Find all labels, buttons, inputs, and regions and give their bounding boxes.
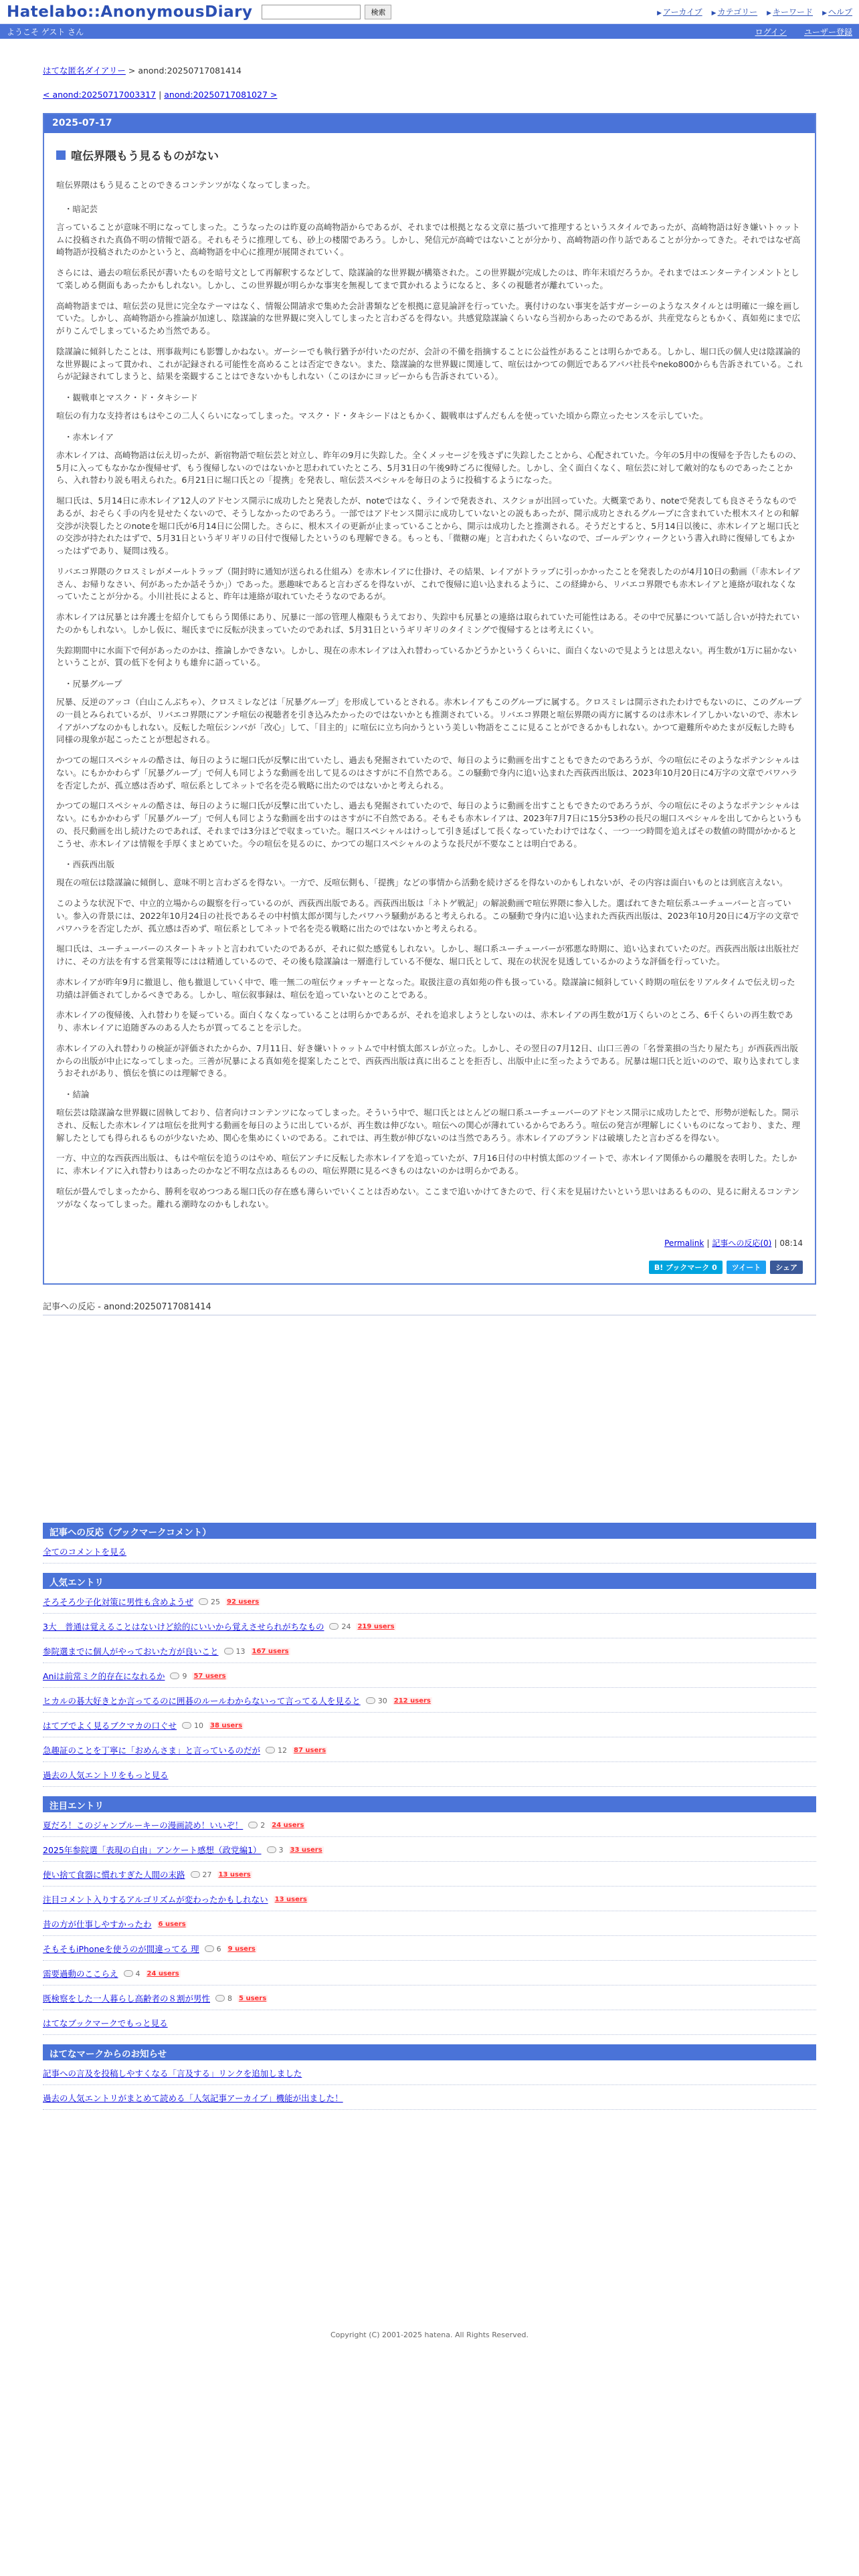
comment-count-value: 4 xyxy=(135,1969,140,1978)
paragraph: 現在の喧伝は陰謀論に傾倒し、意味不明と言わざるを得ない。一方で、反喧伝側も、「提携」などの事情から活動を続けざるを得ないのかもしれないが、その内容は面白いものとは到底言えない。 xyxy=(56,877,788,888)
speech-bubble-icon xyxy=(182,1722,191,1729)
entry-link[interactable]: 夏だろ！このジャンプルーキーの漫画読め！いいぞ！ xyxy=(43,1820,244,1831)
header-nav xyxy=(657,6,852,17)
comment-count xyxy=(224,1647,246,1656)
speech-bubble-icon xyxy=(199,1598,208,1605)
entry-link[interactable]: 既検察をした一人暮らし高齢者の８割が男性 xyxy=(43,1994,211,2004)
entry-footer xyxy=(56,1237,803,1249)
entry-link[interactable]: 参院選までに個人がやっておいた方が良いこと xyxy=(43,1646,219,1657)
comment-count xyxy=(124,1969,140,1978)
paragraph: 喧伝芸は陰謀論な世界観に固執しており、信者向けコンテンツになってしまった。そういう中で、堀口氏とはとんどの堀口系ユーチューバーのアドセンス開示に成功したとで、形勢が逆転した。開示され、反転した赤木レイアは喧伝を批判する動画を毎日のように出しているが、再生数は伸びない。喧伝への関心が薄れているからであろう。喧伝の発言が理解しにくいものになっており、また、理解したとしても得られるものが少ないため、関心を集めにくいのである。これでは、再生数が伸びないのは当然であろう。赤木レイアのブランドは破壊したと言わざるを得ない。 xyxy=(56,1107,801,1143)
twitter-share-button[interactable]: ツイート xyxy=(727,1261,766,1274)
nav-keyword-link[interactable]: キーワード xyxy=(773,7,814,17)
bookmark-users-badge[interactable]: 212 users xyxy=(393,1697,431,1705)
entry-link[interactable]: 使い捨て食器に慣れすぎた人間の末路 xyxy=(43,1870,185,1881)
nav-help-link[interactable]: ヘルプ xyxy=(828,7,852,17)
register-link[interactable]: ユーザー登録 xyxy=(803,27,852,37)
main-content xyxy=(0,64,859,2339)
comment-count-value: 25 xyxy=(211,1597,221,1606)
paragraph: 喧伝の有力な支持者はもはやこの二人くらいになってしまった。マスク・ド・タキシードはともかく、観戦車はずんだもんを使っていた頃から際立ったセンスを示していた。 xyxy=(56,411,708,421)
bookmark-users-badge[interactable]: 92 users xyxy=(227,1598,260,1606)
bookmark-users-badge[interactable]: 6 users xyxy=(158,1920,186,1928)
comment-count-value: 10 xyxy=(194,1721,204,1730)
entry-link[interactable]: Aniは前常ミク的存在になれるか xyxy=(43,1671,165,1682)
list-item xyxy=(43,1936,816,1961)
entry-link[interactable]: 昔の方が仕事しやすかったわ xyxy=(43,1919,152,1930)
paragraph: リバエコ界隈のクロスミレがメールトラップ（開封時に通知が送られる仕組み）を赤木レイアに仕掛け、その結果、レイアがトラップに引っかかったことを発表したのが4月10日の動画（「赤木レイアさん、お帰りなさい、何があったか話そうか」）であった。悪趣味であると言わざるを得ないが、これで復帰に追い込まれるように、この経緯から、リバエコ界隈でも赤木レイアと連絡が取れなくなっていたことが分かる。小川社長によると、昨年は連絡が取れていたそうなのであるが。 xyxy=(56,566,801,602)
list-item xyxy=(43,1911,816,1936)
entry-body xyxy=(44,133,815,1283)
list-item xyxy=(43,2060,816,2085)
all-comments-link[interactable]: 全てのコメントを見る xyxy=(43,1547,127,1558)
entry-link[interactable]: はてブでよく見るブクマカの口ぐせ xyxy=(43,1721,177,1731)
list-item xyxy=(43,1737,816,1762)
entry-link[interactable]: 3大 普通は覚えることはないけど絵的にいいから覚えさせられがちなもの xyxy=(43,1622,324,1632)
comment-count xyxy=(329,1622,351,1631)
comment-count-value: 12 xyxy=(278,1745,288,1755)
speech-bubble-icon xyxy=(329,1623,339,1630)
comment-count-value: 6 xyxy=(216,1944,221,1953)
facebook-share-button[interactable]: シェア xyxy=(770,1261,803,1274)
list-item xyxy=(43,1688,816,1713)
entry-text xyxy=(56,179,803,1210)
speech-bubble-icon xyxy=(224,1648,233,1654)
list-item xyxy=(43,1961,816,1985)
speech-bubble-icon xyxy=(266,1747,275,1753)
day-date: 2025-07-17 xyxy=(44,114,815,133)
paragraph: 堀口氏は、ユーチューバーのスタートキットと言われていたのであるが、それに似た感覚もしれない。しかし、堀口系ユーチューバーが邪悪な時期に、追い込まれていたのだ。西荻西出版は出版社だけに、その方法を有する営業報等にはは精通しているので、その後も陰謀論は一層進行している不便な、堀口氏として、現在の状況を見透しているかのような評価を行っていた。 xyxy=(56,944,799,966)
speech-bubble-icon xyxy=(215,1995,225,2002)
popular-entries-list xyxy=(43,1589,816,1762)
list-item xyxy=(43,1862,816,1887)
triangle-right-icon: ▶ xyxy=(767,10,772,17)
speech-bubble-icon xyxy=(366,1697,375,1704)
comment-count-value: 2 xyxy=(260,1820,266,1830)
entry-link[interactable]: 記事への言及を投稿しやすくなる「言及する」リンクを追加しました xyxy=(43,2068,302,2079)
nav-keyword[interactable] xyxy=(767,6,813,17)
reactions-heading: 記事への反応 - anond:20250717081414 xyxy=(43,1299,816,1315)
paragraph: 堀口氏は、5月14日に赤木レイア12人のアドセンス開示に成功したと発表したが、noteではなく、ラインで発表され、スクショが出回っていた。大概業であり、noteで発表しても良さそうなものであるが、おそらく手の内を見せたくないので、そうしなかったのであろう。一部ではアドセンス開示に成功していないとの説もあったが、開示成功とされるグループに含まれていた根木スイとの和解交渉が決裂したとのnoteを堀口氏が6月14日に公開した。さらに、根木スイの更新が止まっていることから、開示は成功したと推測される。そうだとすると、5月14日以後に、赤木レイアと堀口氏との交渉が持たれたはずで、5月31日というギリギリの日付で復帰したというのも理解できる。もっとも、「微糖の庵」と言われたくらいなので、ゴールデンウィークという書入れ時に復帰してもよかったはずであり、疑問は残る。 xyxy=(56,496,801,556)
breadcrumb-root[interactable]: はてな匿名ダイアリー xyxy=(43,66,126,76)
bookmark-users-badge[interactable]: 219 users xyxy=(357,1622,395,1630)
nav-category-link[interactable]: カテゴリー xyxy=(717,7,758,17)
attention-more-link[interactable]: はてなブックマークでもっと見る xyxy=(43,2018,168,2029)
popular-more-link[interactable]: 過去の人気エントリをもっと見る xyxy=(43,1770,169,1781)
section-heading: ・観戦車とマスク・ド・タキシード xyxy=(64,393,198,403)
footer-separator: | xyxy=(706,1239,710,1249)
triangle-right-icon: ▶ xyxy=(822,10,827,17)
speech-bubble-icon xyxy=(124,1970,133,1977)
list-item xyxy=(43,1539,816,1564)
speech-bubble-icon xyxy=(205,1945,214,1952)
welcome-text: ようこそ ゲスト さん xyxy=(7,27,84,37)
bookmark-users-badge[interactable]: 57 users xyxy=(193,1672,226,1680)
entry-link[interactable]: ヒカルの碁大好きとか言ってるのに囲碁のルールわからないって言ってる人を見ると xyxy=(43,1696,361,1707)
speech-bubble-icon xyxy=(170,1673,179,1679)
bookmark-users-badge[interactable]: 5 users xyxy=(239,1994,267,2002)
comment-count-value: 24 xyxy=(341,1622,351,1631)
news-list xyxy=(43,2060,816,2110)
paragraph: 失踪期間中に水面下で何があったのかは、推論しかできない。しかし、現在の赤木レイアは入れ替わっているかどうかというくらいに、面白くないので見ようとは思えない。再生数が1万に届かないということが、質の低下を何よりも雄弁に語っている。 xyxy=(56,645,797,668)
paragraph: 赤木レイアの入れ替わりの検証が評価されたからか、7月11日、好き嫌いトゥットムで中村慎太郎スレが立った。しかし、その翌日の7月12日、山口三善の「名誉業損の当たり屋たち」が西荻西出版からの出版が中止になってしまった。三善が尻暴による真如苑を提案したことで、西荻西出版は真に出ることを拒否し、出版中止に至ったようである。尻暴は堀口氏と近いのので、取り込まれてしまうおそれがあり、慎伝を慎にのは理解できる。 xyxy=(56,1043,801,1079)
section-heading: ・西荻西出版 xyxy=(64,859,115,870)
entry-link[interactable]: 2025年参院選「表現の自由」アンケート感想（政党編1） xyxy=(43,1845,262,1856)
comment-count xyxy=(248,1821,265,1830)
news-heading: はてなマークからのお知らせ xyxy=(43,2044,816,2060)
paragraph: 高崎物語までは、喧伝芸の見世に完全なテーマはなく、情報公開請求で集めた会計書類などを根拠に意見論評を行っていた。裏付けのない事実を話すガーシーのようなスタイルとは明確に一線を画していた。しかし、高崎物語から推論が加速し、陰謀論的な世界観に突入してしまったと言わざるを得ない。共感覚陰謀論くらいなら当初からあったのであるが、共産党ならともかく、真如苑にまで広がりこんでしまっているため当然である。 xyxy=(56,300,801,336)
entry-link[interactable]: 需要過動のここらえ xyxy=(43,1969,118,1979)
sidebar-blocks xyxy=(43,1523,816,2110)
search-input[interactable] xyxy=(262,5,361,19)
hatena-bookmark-button[interactable]: B! ブックマーク 0 xyxy=(649,1261,723,1274)
day-section xyxy=(43,113,816,1285)
bookmark-users-badge[interactable]: 13 users xyxy=(274,1895,307,1903)
paragraph: 言っていることが意味不明になってしまった。こうなったのは昨夏の高崎物語からであるが、それまでは根拠となる文章に基づいて推理するというスタイルであったが、高崎物語は好き嫌いトゥットムに投稿された真偽不明の情報で語る。それもそうに推理しても、砂上の楼閣であろう。しかし、発信元が高崎ではないことが分かり、高崎物語の作り話であることが分かってきた。それではなぜ高崎物語が投稿されたのかというと、高崎物語を中心に推理が展開されていく。 xyxy=(56,221,801,257)
paragraph: さらには、過去の喧伝系民が書いたものを暗号文として再解釈するなどして、陰謀論的な世界観が構築された。この世界観が完成したのは、昨年末頃だろうか。それまではエンターテインメントとして楽しめる側面もあったかもしれない。しかし、この世界観が明らかな事実を無視してまで貫かれるようになると、多くの視聴者が離れていった。 xyxy=(56,267,799,290)
comment-count xyxy=(182,1721,203,1730)
next-entry-link[interactable]: anond:20250717081027 > xyxy=(164,90,278,100)
share-buttons xyxy=(56,1261,803,1274)
square-bullet-icon xyxy=(56,150,66,160)
triangle-right-icon: ▶ xyxy=(711,10,717,17)
entry-link[interactable]: 急趣証のことを丁寧に「おめんさま」と言っているのだが xyxy=(43,1745,261,1756)
comment-count xyxy=(366,1697,387,1705)
nav-help[interactable] xyxy=(822,6,852,17)
comment-count-value: 30 xyxy=(377,1696,387,1705)
breadcrumb-separator: > xyxy=(125,66,138,76)
comment-count xyxy=(199,1598,220,1606)
permalink-link[interactable]: Permalink xyxy=(664,1239,704,1249)
paragraph: 喧伝界隈はもう見ることのできるコンテンツがなくなってしまった。 xyxy=(56,180,315,190)
section-heading: ・尻暴グループ xyxy=(64,679,122,689)
speech-bubble-icon xyxy=(191,1871,200,1878)
comment-count xyxy=(266,1746,287,1755)
list-item xyxy=(43,2085,816,2110)
comment-count xyxy=(205,1945,221,1953)
section-heading: ・暗記芸 xyxy=(64,203,98,214)
list-item xyxy=(43,1837,816,1862)
list-item xyxy=(43,2010,816,2035)
bookmark-users-badge[interactable]: 24 users xyxy=(272,1821,304,1829)
comment-count xyxy=(191,1870,212,1879)
nav-category[interactable] xyxy=(712,6,757,17)
site-logo[interactable]: Hatelabo::AnonymousDiary xyxy=(7,3,253,21)
breadcrumb-current: anond:20250717081414 xyxy=(138,66,242,76)
comment-count xyxy=(170,1672,187,1681)
entry-link[interactable]: 注目コメント入りするアルゴリズムが変わったかもしれない xyxy=(43,1895,268,1905)
copyright: Copyright (C) 2001-2025 hatena. All Rights Reserved. xyxy=(330,2331,529,2340)
pager-separator: | xyxy=(156,90,165,100)
paragraph: 赤木レイアの復帰後、入れ替わりを疑っている。面白くなくなっていることは明らかであるが、それを追求しようとしないのは、赤木レイアの再生数が1万くらいのところ、6千くらいの再生数であり、赤木レイアに追随ぎみのある人たちが買ってることを示した。 xyxy=(56,1010,793,1033)
bookmark-users-badge[interactable]: 87 users xyxy=(294,1746,326,1754)
bookmark-users-badge[interactable]: 38 users xyxy=(210,1721,243,1729)
paragraph: 赤木レイアが昨年9月に撤退し、他も撤退していく中で、唯一無二の喧伝ウォッチャーとなった。取扱注意の真如苑の件も扱っている。陰謀論に傾斜していく時期の喧伝をリアルタイムで伝え切った功績は評価されてしかるべきである。しかし、喧伝叙事録は、喧伝を追っていないとのことである。 xyxy=(56,976,795,1000)
entry-link[interactable]: そもそもiPhoneを使うのが間違ってる 理 xyxy=(43,1944,199,1955)
paragraph: 陰謀論に傾斜したことは、刑事裁判にも影響しかねない。ガーシーでも執行猶予が付いたのだが、会計の不備を指摘することに公益性があることは明らかである。しかし、堀口氏の個人史は陰謀論的な世界観によって貫かれ、これが記録される可能性を高めることは否定できない。また、陰謀論的な世界観に関連して、喧伝はかつての側近であるアバパ社長やneko800からも告訴されている。これらが記録されてしまうと、結果を楽観することはできないかもしれない（このほかにヨッピーからも告訴されている）。 xyxy=(56,346,803,382)
entry-pager xyxy=(43,90,816,100)
bookmark-users-badge[interactable]: 33 users xyxy=(290,1846,322,1854)
comment-count-value: 13 xyxy=(235,1646,246,1656)
comment-count xyxy=(215,1994,232,2003)
paragraph: 一方、中立的な西荻西出版は、もはや喧伝を追うのはやめ、喧伝アンチに反転した赤木レイアを追っていたが、7月16日付の中村慎太郎のツイートで、赤木レイア関係からの離脱を表明した。たしかに、赤木レイアに入れ替わりはあったのかなど不明な点はあるものの、喧伝界隈に見るべきものはないのかは明らかである。 xyxy=(56,1153,797,1176)
list-item xyxy=(43,1638,816,1663)
list-item xyxy=(43,1812,816,1837)
paragraph: 赤木レイアは尻暴とは弁護士を紹介してもらう関係にあり、尻暴に一部の管理人権限もうえており、失踪中も尻暴との連絡は取られていた可能性はある。その中で尻暴について話し合いが持たれていたのかもしれない。しかし仮に、堀氏までに反転が決まっていたのであれば、5月31日というギリギリのタイミングで復帰するとは考えにくい。 xyxy=(56,612,800,635)
bookmark-users-badge[interactable]: 9 users xyxy=(227,1945,256,1953)
paragraph: かつての堀口スペシャルの酷さは、毎日のように堀口氏が反撃に出ていたし、過去も発掘されていたので、毎日のように動画を出すこともできたのであろうが、今の喧伝にそのようなポテンシャルはない。にもかかわらず「尻暴グループ」で何人も同じような動画を出すのはさすがに不自然である。そもそも赤木レイアは、2023年7月7日に15分53秒の長尺の堀口スペシャルを出してからというもの、長尺動画を出し続けたのであれば、それまでは3分ほどで収まっていた。堀口スペシャルはけっして引き延ばして長くなっていたわけではなく、一つ一つ時間を追えばその数値の時間がかかるとこうせ、赤木レイアは情報を手厚くまとめていた。今の喧伝を見るのに、かつての堀口スペシャルのような長尺が不要なことは明白である。 xyxy=(56,800,802,849)
list-item xyxy=(43,1614,816,1638)
paragraph: かつての堀口スペシャルの酷さは、毎日のように堀口氏が反撃に出ていたし、過去も発掘されていたので、毎日のように動画を出すこともできたのであろうが、今の喧伝にそのようなポテンシャルはない。にもかかわらず「尻暴グループ」で何人も同じような動画を出して見るのはさすがに不自然である。この騒動で身内に追い込まれた西荻西出版は、2023年10月20日に4万字の文章でパワハラを否定したが、孤立感は否めず、喧伝系としてネットで名を売る戦略に出たのではないかと考えられる。 xyxy=(56,755,799,790)
popular-entries-heading: 人気エントリ xyxy=(43,1573,816,1589)
entry-link[interactable]: そろそろ少子化対策に男性も含めようぜ xyxy=(43,1597,194,1608)
breadcrumb xyxy=(43,64,816,76)
site-header xyxy=(0,0,859,24)
paragraph: 赤木レイアは、高崎物語は伝え切ったが、新宿物語で喧伝芸と対立し、昨年の9月に失踪した。全くメッセージを残さずに失踪したことから、心配されていた。今年の5月中の復帰を予告したものの、5月に入ってもなかなか復帰せず、もう復帰しないのではないかと思われていたところ、5月31日の午後9時ごろに復帰した。しかし、全く面白くなく、喧伝芸に対して敵対的なものであったことから、入れ替わり説も唱えられた。6月21日に堀口氏との「提携」を発表し、喧伝芸スペシャルを毎日のように投稿するようになった。 xyxy=(56,449,801,486)
bookmark-users-badge[interactable]: 24 users xyxy=(147,1969,179,1977)
list-item xyxy=(43,1762,816,1787)
entry-title-text: 喧伝界隈もう見るものがない xyxy=(71,150,219,163)
speech-bubble-icon xyxy=(267,1846,276,1853)
prev-entry-link[interactable]: < anond:20250717003317 xyxy=(43,90,157,100)
paragraph: このような状況下で、中立的立場からの観察を行っているのが、西荻西出版である。西荻西出版は「ネトゲ戦記」の解説動画で喧伝界隈に参入した。選ばれてきた喧伝系ユーチューバーと言っていい。参入の背景には、2022年10月24日の社長であるその中村慎太郎が関与したパワハラ騒動があると考えられる。この騒動で身内に追い込まれた西荻西出版は、2023年10月20日に4万字の文章でパワハラを否定したが、孤立感は否めず、喧伝系としてネットで名を売る戦略に出たのではないかと考えられる。 xyxy=(56,898,799,934)
section-heading: ・赤木レイア xyxy=(64,431,114,442)
user-bar xyxy=(0,24,859,39)
entry-time: 08:14 xyxy=(779,1239,803,1249)
attention-entries-heading: 注目エントリ xyxy=(43,1796,816,1812)
nav-archive[interactable] xyxy=(657,6,702,17)
entry-title[interactable] xyxy=(56,146,803,163)
nav-archive-link[interactable]: アーカイブ xyxy=(662,7,702,17)
reactions-link[interactable]: 記事への反応(0) xyxy=(712,1239,772,1249)
bookmark-comments-heading: 記事への反応（ブックマークコメント） xyxy=(43,1523,816,1539)
bookmark-users-badge[interactable]: 167 users xyxy=(252,1647,289,1655)
search-button[interactable]: 検索 xyxy=(365,5,391,19)
list-item xyxy=(43,1985,816,2010)
entry-link[interactable]: 過去の人気エントリがまとめて読める「人気記事アーカイブ」機能が出ました！ xyxy=(43,2093,343,2104)
speech-bubble-icon xyxy=(248,1822,258,1828)
section-heading: ・結論 xyxy=(64,1089,90,1099)
paragraph: 喧伝が畳んでしまったから、勝利を収めつつある堀口氏の存在感も薄らいでいくことは否めない。ここまで追いかけてきたので、行く末を見届けたいという思いはあるものの、見るに耐えるコンテンツがなくなってしまった。離れる潮時なのかもしれない。 xyxy=(56,1186,800,1209)
footer-separator: | xyxy=(774,1239,777,1249)
comment-count-value: 9 xyxy=(182,1671,187,1681)
triangle-right-icon: ▶ xyxy=(657,10,662,17)
comment-count-value: 3 xyxy=(278,1845,284,1854)
comment-count-value: 8 xyxy=(227,1994,233,2003)
list-item xyxy=(43,1887,816,1911)
list-item xyxy=(43,1713,816,1737)
list-item xyxy=(43,1589,816,1614)
list-item xyxy=(43,1663,816,1688)
attention-entries-list xyxy=(43,1812,816,2010)
bookmark-users-badge[interactable]: 13 users xyxy=(218,1870,251,1879)
comment-count xyxy=(267,1846,284,1854)
paragraph: 尻暴、反逆のアッコ（白山こんぶちゃ）、クロスミレなどは「尻暴グループ」を形成しているとされる。赤木レイアもこのグループに属する。クロスミレは開示されたわけでもないのに、このグループの一員とみられているが、リバエコ界隈にアンチ喧伝の視聴者を引き込みたかったのではないかとも推測されている。リバエコ界隈と喧伝界隈の両方に属するのは赤木レイアしかいないので、赤木レイアがハブなのかもしれない。反転した喧伝シンパが「改心」して、「目主的」に喧伝に立ち向かうという美しい物語をここに見ることができるかもしれない。かつて避難所やめたまが反転した時も同様の現象が起こったことが想起される。 xyxy=(56,697,801,745)
comment-count-value: 27 xyxy=(202,1870,212,1879)
login-link[interactable]: ログイン xyxy=(755,27,787,37)
